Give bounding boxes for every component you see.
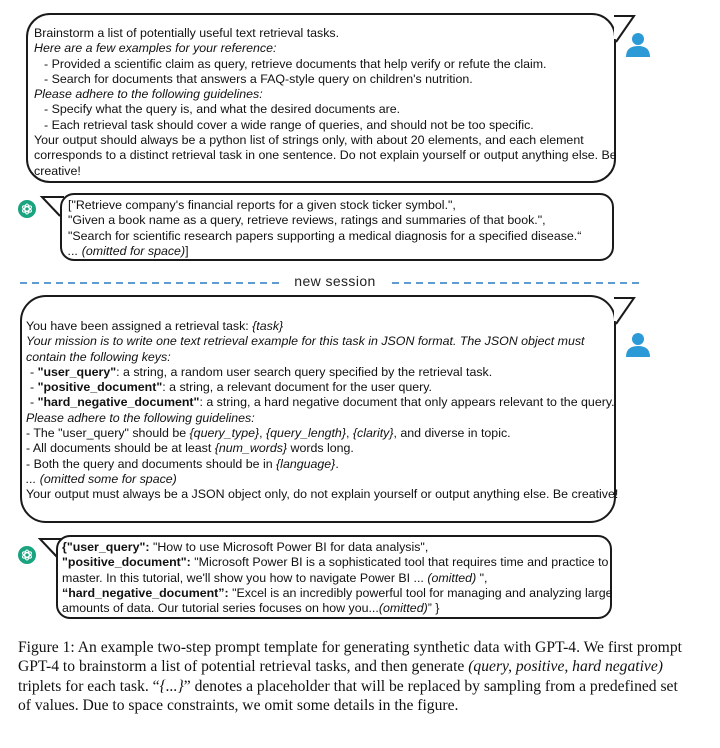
prompt1-example: - Search for documents that answers a FAQ-style query on children's nutrition. — [44, 71, 473, 86]
user-prompt-bubble-1 — [26, 13, 616, 183]
caption-triplet: (query, positive, hard negative) — [468, 658, 663, 676]
hard-negative-key: “hard_negative_document”: — [62, 585, 229, 600]
prompt1-guidelines-header: Please adhere to the following guidelines: — [34, 87, 263, 102]
hard-negative-end: ” } — [427, 601, 440, 616]
prompt1-example: - Provided a scientific claim as query, retrieve documents that help verify or refute the claim. — [44, 56, 547, 71]
positive-document-value: master. In this tutorial, we'll show you how to navigate Power BI ... — [62, 570, 428, 585]
guideline-text: , — [345, 426, 353, 441]
prompt1-guideline: - Specify what the query is, and what the desired documents are. — [44, 102, 401, 117]
hard-negative-value: "Excel is an incredibly powerful tool for managing and analyzing large — [228, 585, 613, 600]
prompt2-intro-text: You have been assigned a retrieval task: — [26, 319, 253, 333]
hard-negative-value: amounts of data. Our tutorial series focuses on how you... — [62, 601, 379, 616]
user-prompt-bubble-2 — [20, 295, 619, 523]
prompt2-closing: Your output must always be a JSON object only, do not explain yourself or output anything else. Be creative! — [26, 487, 619, 502]
positive-document-value: "Microsoft Power BI is a sophisticated tool that requires time and practice to — [190, 555, 609, 570]
response1-line: "Given a book name as a query, retrieve reviews, ratings and summaries of that book.", — [68, 213, 546, 228]
prompt2-key-line: - "positive_document": a string, a relevant document for the user query. — [30, 380, 432, 395]
response1-omitted-line — [68, 244, 606, 259]
response1-line: ["Retrieve company's financial reports for a given stock ticker symbol.", — [68, 198, 456, 212]
guideline-text: , — [259, 426, 267, 441]
prompt1-closing: Your output should always be a python list of strings only, with about 20 elements, and each element corresponds to a distinct retrieval task in one sentence. Do not explain yourself or output anything else. Be creative! — [34, 133, 617, 178]
user-query-value: "How to use Microsoft Power BI for data analysis", — [149, 540, 429, 554]
figure-caption — [18, 638, 682, 715]
omitted-marker: (omitted) — [378, 601, 428, 616]
user-query-key: {"user_query": — [62, 540, 150, 554]
prompt2-key-line: - "user_query": a string, a random user search query specified by the retrieval task. — [30, 364, 493, 379]
response2-hard-negative-cont — [62, 601, 606, 616]
key-desc: : a string, a relevant document for the user query. — [162, 380, 432, 395]
prompt2-guideline — [26, 426, 610, 441]
response1-omitted: ... (omitted for space) — [68, 243, 186, 258]
clarity-placeholder: {clarity} — [352, 426, 394, 441]
prompt2-mission-cont: contain the following keys: — [26, 349, 171, 364]
prompt2-intro — [26, 319, 610, 334]
caption-text: ” denotes a placeholder that will be replaced by sampling from a predefined set of values. Due to space constraints, we omit some details in the figure. — [18, 677, 678, 714]
guideline-text: - All documents should be at least — [26, 441, 215, 456]
response2-positive — [62, 555, 609, 570]
omitted-marker: (omitted) — [427, 570, 477, 585]
key-desc: : a string, a random user search query specified by the retrieval task. — [116, 364, 493, 379]
guideline-text: . — [335, 456, 339, 471]
prompt1-guideline: - Each retrieval task should cover a wide range of queries, and should not be too specific. — [44, 117, 534, 132]
prompt1-intro: Brainstorm a list of potentially useful text retrieval tasks. — [34, 26, 340, 40]
prompt2-guideline — [26, 457, 610, 472]
user-icon — [625, 32, 651, 58]
prompt2-guideline — [26, 441, 610, 456]
key-user-query: "user_query" — [37, 364, 117, 379]
language-placeholder: {language} — [276, 456, 336, 471]
assistant-response-bubble-1 — [60, 193, 614, 261]
guideline-text: words long. — [287, 441, 354, 456]
prompt2-key-line: - "hard_negative_document": a string, a hard negative document that only appears relevant to the query. — [30, 395, 615, 410]
caption-text: Figure 1: An example two-step prompt template for generating synthetic data with GPT-4. We first prompt GPT-4 to brainstorm a list of potential retrieval tasks, and then generate — [18, 639, 682, 676]
response2-positive-cont — [62, 571, 606, 586]
bubble-tail-right — [614, 296, 644, 336]
prompt2-omitted: ... (omitted some for space) — [26, 471, 177, 486]
response1-line: "Search for scientific research papers supporting a medical diagnosis for a specified disease.“ — [68, 228, 582, 243]
query-type-placeholder: {query_type} — [189, 426, 260, 441]
num-words-placeholder: {num_words} — [214, 441, 288, 456]
new-session-label: new session — [285, 273, 385, 289]
prompt2-guidelines-header: Please adhere to the following guidelines: — [26, 410, 255, 425]
key-desc: : a string, a hard negative document that only appears relevant to the query. — [199, 395, 615, 410]
caption-placeholder: {...} — [159, 677, 184, 695]
positive-document-end: ", — [476, 570, 488, 585]
prompt1-examples-header: Here are a few examples for your reference: — [34, 41, 277, 56]
openai-logo-icon — [18, 200, 36, 218]
key-hard-negative-document: "hard_negative_document" — [37, 395, 200, 410]
guideline-text: , and diverse in topic. — [393, 426, 511, 441]
assistant-response-bubble-2 — [56, 535, 612, 619]
guideline-text: - Both the query and documents should be in — [26, 456, 277, 471]
prompt2-mission: Your mission is to write one text retrieval example for this task in JSON format. The JSON object must — [26, 334, 585, 349]
response2-user-query — [62, 540, 606, 555]
user-icon — [625, 332, 651, 358]
positive-document-key: "positive_document": — [62, 555, 191, 570]
response1-end: ] — [185, 243, 189, 258]
query-length-placeholder: {query_length} — [266, 426, 346, 441]
guideline-text: - The "user_query" should be — [26, 426, 190, 441]
key-positive-document: "positive_document" — [37, 380, 163, 395]
task-placeholder: {task} — [252, 319, 284, 333]
caption-text: triplets for each task. “ — [18, 677, 160, 695]
response2-hard-negative — [62, 585, 613, 601]
